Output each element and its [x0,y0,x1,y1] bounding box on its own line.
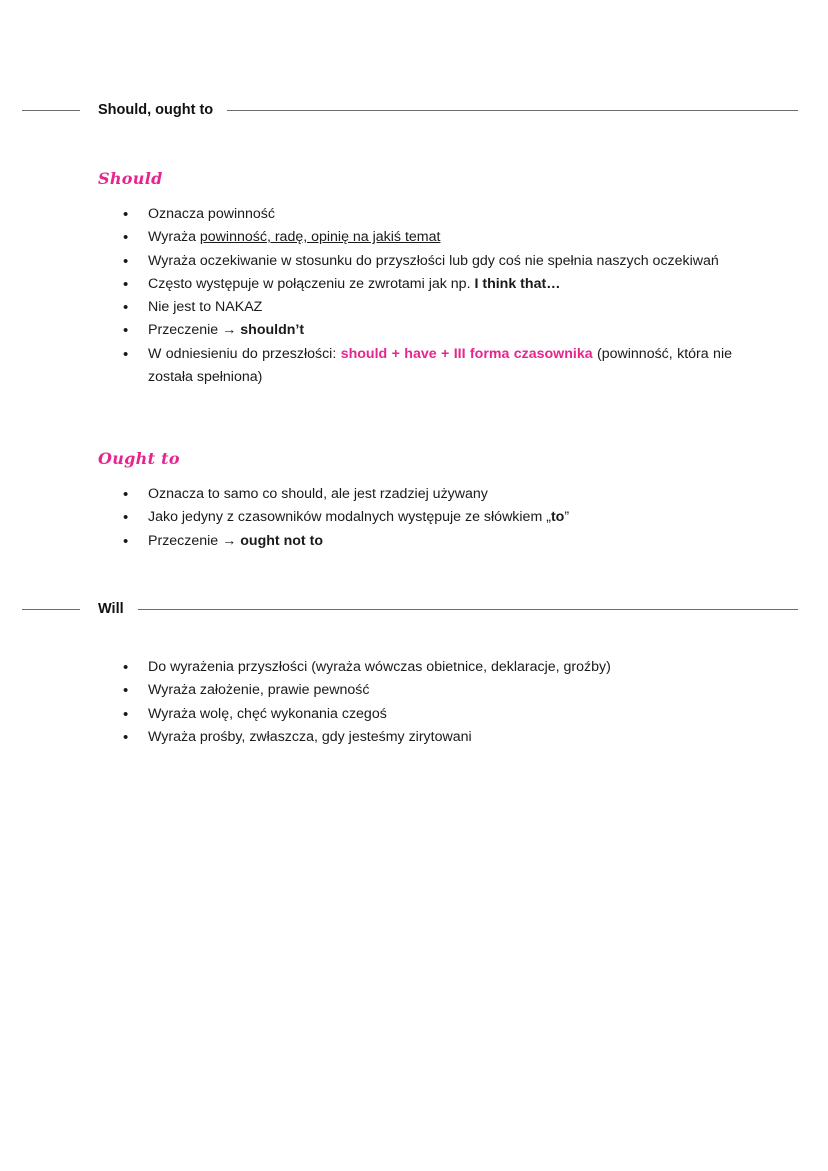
item-text: Wyraża oczekiwanie w stosunku do przyszłości lub gdy coś nie spełnia naszych oczekiwań [148,252,719,269]
will-list [120,656,732,749]
item-text: Wyraża wolę, chęć wykonania czegoś [148,705,387,722]
should-list [120,203,732,389]
bold-text: I think that… [474,275,561,292]
bold-text: to [550,509,565,526]
header-rule-left [22,609,80,610]
list-item [120,506,732,529]
header-rule-right [138,609,798,610]
list-item [120,273,732,296]
list-item [120,726,732,749]
item-text: Oznacza to samo co should, ale jest rzadziej używany [148,486,488,502]
item-text: W odniesieniu do przeszłości: [148,345,341,362]
subheading-ought-to: Ought to [98,449,180,468]
item-text: Często występuje w połączeniu ze zwrotami jak np. [148,275,475,292]
list-item [120,656,732,679]
list-item [120,679,732,702]
list-item [120,319,732,342]
list-item [120,250,732,273]
header-rule-left [22,110,80,111]
list-item [120,296,732,319]
header-rule-right [227,110,798,111]
bold-text: shouldn’t [240,322,305,339]
highlight-text: should + have + III forma czasownika [340,345,593,362]
bold-text: ought not to [240,532,323,549]
item-text: Wyraża założenie, prawie pewność [148,682,370,699]
section-header-should-ought [22,100,798,120]
section-title: Should, ought to [98,102,214,118]
subheading-should: Should [98,169,163,188]
underlined-text: powinność, radę, opinię na jakiś temat [199,229,441,246]
section-title: Will [98,601,124,617]
section-header-will [22,599,798,619]
item-text: ” [564,509,570,526]
list-item [120,226,732,249]
item-text: Nie jest to NAKAZ [148,299,263,316]
list-item [120,530,732,553]
ought-to-list [120,483,732,553]
item-text: Wyraża [148,229,200,246]
item-text: (powinność, która nie została spełniona) [148,345,732,386]
item-text: Wyraża prośby, zwłaszcza, gdy jesteśmy zirytowani [148,728,472,745]
item-text: Do wyrażenia przyszłości (wyraża wówczas obietnice, deklaracje, groźby) [148,659,611,675]
item-text: Oznacza powinność [148,206,275,222]
item-text: Przeczenie → [148,532,241,549]
list-item [120,483,732,506]
list-item [120,203,732,226]
item-text: Przeczenie → [148,322,241,339]
item-text: Jako jedyny z czasowników modalnych występuje ze słówkiem „ [148,509,551,526]
list-item [120,343,732,390]
list-item [120,703,732,726]
